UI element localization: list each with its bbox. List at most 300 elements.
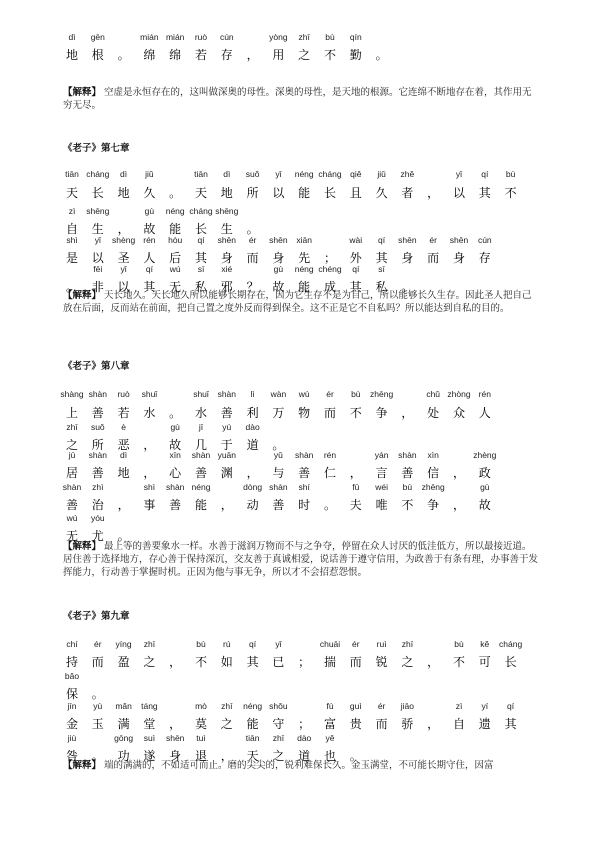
- hanzi-char: 勤: [349, 48, 362, 62]
- pinyin-syllable: shàn: [294, 450, 314, 460]
- explanation-label: 【解释】: [63, 290, 102, 301]
- hanzi-char: 骄: [401, 717, 414, 731]
- pinyin-syllable: jiāo: [400, 701, 415, 711]
- pinyin-syllable: cháng: [86, 169, 110, 179]
- hanzi-char: 能: [298, 186, 311, 200]
- pinyin-syllable: cháng: [318, 169, 342, 179]
- hanzi-char: ，: [427, 717, 440, 731]
- explanation-paragraph: [63, 289, 539, 315]
- pinyin-syllable: xìn: [427, 450, 439, 460]
- pinyin-syllable: tiān: [245, 733, 260, 743]
- hanzi-char: 几: [194, 438, 208, 452]
- hanzi-char: 无: [169, 280, 182, 294]
- explanation-paragraph: [63, 86, 539, 112]
- hanzi-char: ，: [427, 655, 440, 669]
- hanzi-char: 不: [504, 186, 517, 200]
- pinyin-syllable: wài: [349, 235, 363, 245]
- pinyin-syllable: chuāi: [319, 639, 341, 649]
- hanzi-char: 绵: [143, 48, 156, 62]
- hanzi-char: 万: [272, 406, 285, 420]
- hanzi-char: 自: [452, 717, 466, 731]
- hanzi-char: 事: [143, 498, 156, 512]
- explanation-text: 空虚是永恒存在的，这叫做深奥的母性。深奥的母性，是天地的根源。它连绵不断地存在着，其作用无穷无尽。: [63, 87, 532, 111]
- pinyin-syllable: shàng: [60, 389, 84, 399]
- pinyin-syllable: shēn: [269, 235, 288, 245]
- pinyin-syllable: dì: [68, 32, 76, 42]
- hanzi-char: 心: [169, 466, 182, 480]
- explanation-paragraph: [63, 759, 539, 772]
- pinyin-syllable: rén: [323, 450, 337, 460]
- pinyin-syllable: lì: [250, 389, 255, 399]
- pinyin-syllable: yǔ: [273, 450, 283, 460]
- hanzi-char: ；: [298, 655, 311, 669]
- hanzi-char: 。: [169, 406, 182, 420]
- hanzi-char: 后: [169, 251, 182, 265]
- pinyin-syllable: yǐ: [275, 639, 282, 649]
- pinyin-syllable: zì: [68, 206, 76, 216]
- pinyin-syllable: zhēng: [370, 389, 394, 399]
- pinyin-syllable: dì: [223, 169, 231, 179]
- pinyin-syllable: yǐ: [275, 169, 282, 179]
- hanzi-char: 不: [349, 406, 362, 420]
- hanzi-char: 盈: [117, 655, 130, 669]
- pinyin-syllable: cháng: [499, 639, 523, 649]
- hanzi-char: 揣: [323, 655, 337, 669]
- hanzi-char: 存: [478, 251, 491, 265]
- chapter-heading: 《老子》第八章: [63, 361, 130, 372]
- hanzi-char: 锐: [375, 655, 388, 669]
- hanzi-char: 已: [272, 655, 285, 669]
- explanation-text: 天长地久。天长地久所以能够长期存在，因为它生存不是为自己，所以能够长久生存。因此圣人把自己放在后面，反而站在前面，把自己置之度外反而得到保全。这不正是它不自私吗？所以能达到自私的目的。: [63, 290, 532, 314]
- hanzi-char: 其: [478, 186, 491, 200]
- pinyin-syllable: zhī: [66, 422, 78, 432]
- hanzi-char: 久: [143, 186, 156, 200]
- hanzi-char: 不: [452, 655, 466, 669]
- pinyin-syllable: mò: [195, 701, 207, 711]
- hanzi-char: 。: [272, 438, 285, 452]
- pinyin-syllable: ér: [352, 639, 360, 649]
- hanzi-char: 争: [375, 406, 388, 420]
- hanzi-char: 仁: [323, 466, 337, 480]
- hanzi-char: 其: [375, 251, 388, 265]
- pinyin-syllable: bù: [325, 32, 335, 42]
- hanzi-char: 满: [117, 717, 130, 731]
- hanzi-char: 善: [220, 406, 233, 420]
- pinyin-syllable: zhòng: [447, 389, 471, 399]
- hanzi-char: 地: [117, 466, 130, 480]
- hanzi-char: ，: [452, 466, 466, 480]
- pinyin-syllable: xīn: [169, 450, 181, 460]
- hanzi-char: 咎: [65, 749, 79, 763]
- hanzi-char: 自: [65, 222, 79, 236]
- pinyin-syllable: jiǔ: [145, 169, 154, 179]
- hanzi-char: 而: [349, 655, 362, 669]
- pinyin-syllable: dào: [245, 422, 260, 432]
- pinyin-syllable: jiù: [67, 733, 77, 743]
- hanzi-char: 道: [298, 749, 311, 763]
- hanzi-char: 能: [194, 498, 208, 512]
- pinyin-syllable: chí: [66, 639, 78, 649]
- hanzi-char: 故: [143, 222, 156, 236]
- pinyin-syllable: tuì: [196, 733, 206, 743]
- hanzi-char: 保: [65, 687, 79, 701]
- pinyin-syllable: shēn: [398, 235, 417, 245]
- hanzi-char: ，: [452, 498, 466, 512]
- hanzi-char: 功: [117, 749, 130, 763]
- hanzi-char: 也: [323, 749, 337, 763]
- hanzi-char: ，: [220, 749, 233, 763]
- hanzi-char: 堂: [143, 717, 156, 731]
- pinyin-syllable: shàn: [191, 450, 211, 460]
- pinyin-syllable: zhī: [143, 639, 156, 649]
- hanzi-char: 如: [220, 655, 233, 669]
- pinyin-syllable: yán: [374, 450, 389, 460]
- pinyin-syllable: shèng: [112, 235, 136, 245]
- pinyin-syllable: qiě: [350, 169, 362, 179]
- explanation-text: 端的满满的，不如适可而止。磨的尖尖的，锐利难保长久。金玉满堂，不可能长期守住，因富: [101, 760, 494, 771]
- hanzi-char: ，: [246, 466, 259, 480]
- hanzi-char: 能: [246, 717, 259, 731]
- hanzi-char: 善: [65, 498, 79, 512]
- hanzi-char: 水: [194, 406, 208, 420]
- hanzi-char: 人: [143, 251, 156, 265]
- pinyin-syllable: néng: [294, 169, 314, 179]
- hanzi-char: 治: [91, 498, 104, 512]
- hanzi-char: 上: [65, 406, 79, 420]
- hanzi-char: 可: [478, 655, 491, 669]
- hanzi-char: 长: [194, 222, 208, 236]
- pinyin-syllable: zhě: [400, 169, 415, 179]
- hanzi-char: 善: [91, 406, 104, 420]
- hanzi-char: 其: [349, 280, 362, 294]
- hanzi-char: 之: [401, 655, 414, 669]
- pinyin-syllable: chǔ: [426, 389, 441, 399]
- hanzi-char: 退: [194, 749, 208, 763]
- hanzi-char: 先: [298, 251, 311, 265]
- pinyin-syllable: xiān: [296, 235, 312, 245]
- chapter-heading: 《老子》第七章: [63, 143, 130, 154]
- pinyin-syllable: shēng: [215, 206, 239, 216]
- hanzi-char: 私: [194, 280, 208, 294]
- explanation-label: 【解释】: [63, 760, 102, 771]
- hanzi-char: 信: [427, 466, 440, 480]
- pinyin-syllable: dì: [120, 169, 128, 179]
- hanzi-char: ，: [169, 717, 182, 731]
- pinyin-syllable: qín: [349, 32, 362, 42]
- hanzi-char: 众: [452, 406, 466, 420]
- hanzi-char: 处: [427, 406, 440, 420]
- pinyin-syllable: yíng: [115, 639, 132, 649]
- pinyin-syllable: zhēng: [421, 482, 445, 492]
- explanation-paragraph: [63, 540, 539, 579]
- hanzi-char: 其: [504, 717, 517, 731]
- pinyin-syllable: tiān: [194, 169, 208, 179]
- hanzi-char: 生: [91, 222, 104, 236]
- hanzi-char: 天: [246, 749, 259, 763]
- pinyin-syllable: gù: [144, 206, 155, 216]
- pinyin-syllable: chéng: [318, 264, 342, 274]
- pinyin-syllable: shàn: [165, 482, 185, 492]
- hanzi-char: 以: [117, 280, 130, 294]
- pinyin-syllable: bù: [351, 389, 361, 399]
- hanzi-char: 其: [246, 655, 259, 669]
- hanzi-char: 无: [65, 529, 79, 543]
- pinyin-syllable: yǐ: [94, 235, 101, 245]
- pinyin-syllable: zhī: [401, 639, 414, 649]
- hanzi-char: 富: [323, 717, 337, 731]
- pinyin-syllable: sī: [378, 264, 385, 274]
- hanzi-char: 。: [323, 498, 337, 512]
- hanzi-char: ，: [220, 498, 233, 512]
- hanzi-char: 不: [194, 655, 208, 669]
- pinyin-syllable: rú: [223, 639, 231, 649]
- hanzi-char: 地: [220, 186, 233, 200]
- pinyin-syllable: qí: [352, 264, 360, 274]
- hanzi-char: 非: [91, 280, 104, 294]
- pinyin-syllable: néng: [191, 482, 211, 492]
- hanzi-char: 若: [117, 406, 130, 420]
- pinyin-syllable: bù: [402, 482, 413, 492]
- hanzi-char: 于: [220, 438, 233, 452]
- hanzi-char: ，: [117, 498, 130, 512]
- hanzi-char: 身: [272, 251, 285, 265]
- pinyin-syllable: shuǐ: [141, 389, 158, 399]
- pinyin-syllable: shǒu: [269, 701, 288, 711]
- hanzi-char: 恶: [117, 438, 130, 452]
- hanzi-char: 私: [375, 280, 388, 294]
- pinyin-syllable: dì: [120, 450, 128, 460]
- pinyin-syllable: shēn: [165, 733, 185, 743]
- hanzi-char: ，: [246, 48, 259, 62]
- hanzi-char: 。: [169, 186, 182, 200]
- hanzi-char: 存: [220, 48, 233, 62]
- pinyin-syllable: rén: [143, 235, 156, 245]
- hanzi-char: 。: [401, 280, 414, 294]
- pinyin-syllable: shàn: [88, 389, 108, 399]
- pinyin-syllable: shàn: [62, 482, 82, 492]
- pinyin-syllable: ruì: [376, 639, 387, 649]
- hanzi-char: ，: [117, 222, 130, 236]
- pinyin-syllable: ruò: [194, 32, 208, 42]
- hanzi-char: 而: [91, 655, 104, 669]
- pinyin-syllable: táng: [141, 701, 158, 711]
- hanzi-char: 故: [478, 498, 491, 512]
- hanzi-char: 贵: [349, 717, 362, 731]
- hanzi-char: 尤: [91, 529, 104, 543]
- pinyin-syllable: jū: [68, 450, 76, 460]
- hanzi-char: 金: [65, 717, 79, 731]
- pinyin-syllable: guì: [349, 701, 362, 711]
- hanzi-char: 不: [323, 48, 337, 62]
- pinyin-syllable: shàn: [269, 482, 288, 492]
- hanzi-char: 人: [478, 406, 491, 420]
- pinyin-syllable: ér: [377, 701, 386, 711]
- pinyin-syllable: fēi: [93, 264, 103, 274]
- pinyin-syllable: wú: [66, 513, 78, 523]
- hanzi-char: 善: [401, 466, 414, 480]
- pinyin-syllable: cún: [477, 235, 492, 245]
- pinyin-syllable: zì: [455, 701, 463, 711]
- hanzi-char: 圣: [117, 251, 130, 265]
- hanzi-char: ；: [298, 717, 311, 731]
- hanzi-char: 言: [375, 466, 388, 480]
- hanzi-char: 利: [246, 406, 259, 420]
- hanzi-char: ；: [323, 251, 337, 265]
- hanzi-char: 遂: [143, 749, 156, 763]
- hanzi-char: 久: [375, 186, 388, 200]
- hanzi-char: 且: [349, 186, 362, 200]
- hanzi-char: 长: [504, 655, 517, 669]
- hanzi-char: 争: [427, 498, 440, 512]
- hanzi-char: 渊: [220, 466, 233, 480]
- pinyin-syllable: qí: [378, 235, 386, 245]
- hanzi-char: 若: [194, 48, 208, 62]
- hanzi-char: 其: [194, 251, 208, 265]
- hanzi-char: 能: [298, 280, 311, 294]
- hanzi-char: 故: [272, 280, 285, 294]
- pinyin-syllable: cháng: [189, 206, 213, 216]
- hanzi-char: ？: [246, 280, 259, 294]
- pinyin-syllable: wù: [298, 389, 310, 399]
- hanzi-char: 外: [349, 251, 362, 265]
- hanzi-char: ，: [401, 406, 414, 420]
- pinyin-syllable: mián: [140, 32, 159, 42]
- explanation-text: 最上等的善要象水一样。水善于滋润万物而不与之争夺，停留在众人讨厌的低洼低方，所以最接近道。居住善于选择地方，存心善于保持深沉，交友善于真诚相爱，说话善于遵守信用，为政善于有条有理，办事善于发挥能力，行动善于掌握时机。正因为他与事无争，所以才不会招惹怨恨。: [63, 541, 539, 578]
- pinyin-syllable: hòu: [168, 235, 183, 245]
- hanzi-char: 长: [91, 186, 104, 200]
- hanzi-char: 天: [194, 186, 208, 200]
- hanzi-char: 地: [117, 186, 130, 200]
- hanzi-char: 持: [65, 655, 79, 669]
- hanzi-char: 根: [91, 48, 104, 62]
- pinyin-syllable: qí: [507, 701, 515, 711]
- hanzi-char: 善: [169, 498, 182, 512]
- hanzi-char: 而: [427, 251, 440, 265]
- hanzi-char: 而: [375, 717, 388, 731]
- hanzi-char: 遗: [478, 717, 491, 731]
- hanzi-char: 而: [246, 251, 259, 265]
- pinyin-syllable: jīn: [67, 701, 77, 711]
- hanzi-char: 玉: [91, 717, 104, 731]
- hanzi-char: 之: [298, 48, 311, 62]
- pinyin-syllable: yě: [325, 733, 335, 743]
- hanzi-char: ，: [169, 655, 182, 669]
- pinyin-syllable: wàn: [270, 389, 287, 399]
- hanzi-char: 故: [169, 438, 182, 452]
- pinyin-syllable: mián: [165, 32, 185, 42]
- hanzi-char: 时: [298, 498, 311, 512]
- pinyin-syllable: bù: [196, 639, 206, 649]
- pinyin-syllable: fū: [352, 482, 360, 492]
- hanzi-char: 身: [169, 749, 182, 763]
- hanzi-char: 之: [143, 655, 156, 669]
- hanzi-char: 者: [401, 186, 414, 200]
- pinyin-syllable: néng: [165, 206, 185, 216]
- pinyin-syllable: shí: [298, 482, 310, 492]
- hanzi-char: ，: [143, 438, 156, 452]
- pinyin-syllable: shàn: [398, 450, 417, 460]
- hanzi-char: 身: [452, 251, 466, 265]
- hanzi-char: 。: [91, 687, 104, 701]
- pinyin-syllable: wú: [169, 264, 181, 274]
- pinyin-syllable: gù: [273, 264, 284, 274]
- hanzi-char: ，: [143, 466, 156, 480]
- hanzi-char: 地: [65, 48, 79, 62]
- hanzi-char: 之: [65, 438, 79, 452]
- hanzi-char: 。: [65, 280, 79, 294]
- pinyin-syllable: shì: [143, 482, 156, 492]
- hanzi-char: 善: [272, 498, 285, 512]
- pinyin-syllable: zhèng: [473, 450, 497, 460]
- pinyin-syllable: jiǔ: [377, 169, 386, 179]
- pinyin-syllable: fù: [326, 701, 334, 711]
- hanzi-char: 夫: [349, 498, 362, 512]
- pinyin-syllable: shēng: [86, 206, 110, 216]
- hanzi-char: 。: [91, 749, 104, 763]
- hanzi-char: 物: [298, 406, 311, 420]
- pinyin-syllable: wéi: [375, 482, 388, 492]
- pinyin-syllable: bǎo: [64, 671, 80, 681]
- pinyin-syllable: ér: [326, 389, 334, 399]
- pinyin-syllable: zhì: [92, 482, 104, 492]
- pinyin-syllable: jī: [198, 422, 204, 432]
- hanzi-char: 动: [246, 498, 259, 512]
- hanzi-char: 善: [194, 466, 208, 480]
- hanzi-char: 政: [478, 466, 491, 480]
- hanzi-char: ，: [427, 186, 440, 200]
- pinyin-syllable: bù: [454, 639, 464, 649]
- pinyin-syllable: yǐ: [120, 264, 127, 274]
- hanzi-char: 所: [246, 186, 259, 200]
- pinyin-syllable: shàn: [88, 450, 108, 460]
- pinyin-syllable: ruò: [117, 389, 130, 399]
- hanzi-char: 所: [91, 438, 104, 452]
- pinyin-syllable: yǐ: [455, 169, 463, 179]
- hanzi-char: 。: [117, 48, 130, 62]
- explanation-label: 【解释】: [63, 541, 102, 552]
- pinyin-syllable: néng: [294, 264, 314, 274]
- pinyin-syllable: shuǐ: [193, 389, 209, 399]
- pinyin-syllable: gù: [480, 482, 490, 492]
- hanzi-char: 莫: [194, 717, 208, 731]
- pinyin-syllable: suǒ: [245, 169, 260, 179]
- hanzi-char: 与: [272, 466, 285, 480]
- hanzi-char: 居: [65, 466, 79, 480]
- pinyin-syllable: gù: [170, 422, 180, 432]
- pinyin-syllable: gēn: [90, 32, 105, 42]
- pinyin-syllable: zhī: [221, 701, 233, 711]
- hanzi-char: 之: [272, 749, 285, 763]
- hanzi-char: 之: [220, 717, 233, 731]
- hanzi-char: 绵: [169, 48, 182, 62]
- hanzi-char: 以: [91, 251, 104, 265]
- pinyin-syllable: shì: [66, 235, 78, 245]
- pinyin-syllable: qí: [249, 639, 257, 649]
- pinyin-syllable: bù: [505, 169, 516, 179]
- pinyin-syllable: suì: [143, 733, 156, 743]
- pinyin-syllable: xié: [221, 264, 233, 274]
- hanzi-char: 是: [65, 251, 79, 265]
- pinyin-syllable: yóu: [90, 513, 105, 523]
- pinyin-syllable: sī: [197, 264, 205, 274]
- hanzi-char: 以: [452, 186, 466, 200]
- hanzi-char: 生: [220, 222, 233, 236]
- pinyin-syllable: mǎn: [115, 701, 132, 711]
- pinyin-syllable: yuān: [217, 450, 237, 460]
- hanzi-char: 天: [65, 186, 79, 200]
- pinyin-syllable: yù: [93, 701, 103, 711]
- pinyin-syllable: shēn: [449, 235, 469, 245]
